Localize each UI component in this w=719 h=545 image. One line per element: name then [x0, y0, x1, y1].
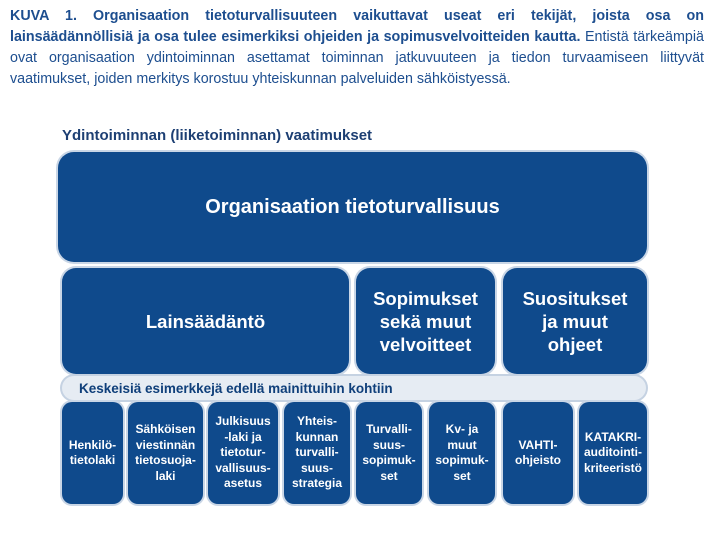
box-publicity-act	[208, 402, 278, 504]
box-international-agreements	[429, 402, 495, 504]
box-vahti-guidelines-label: VAHTI- ohjeisto	[514, 437, 561, 467]
box-vahti-guidelines	[503, 402, 573, 504]
figure-caption	[10, 6, 704, 90]
box-electronic-communications-act-label: Sähköisen viestinnän tietosuoja- laki	[135, 422, 196, 483]
box-recommendations	[503, 268, 647, 374]
examples-bar-label: Keskeisiä esimerkkejä edellä mainittuihin kohtiin	[79, 380, 393, 396]
box-organisation-security	[58, 152, 647, 262]
examples-bar	[62, 376, 646, 400]
box-recommendations-label: Suositukset ja muut ohjeet	[522, 287, 628, 355]
box-agreements	[356, 268, 495, 374]
box-security-strategy-label: Yhteis- kunnan turvalli- suus- strategia	[291, 414, 343, 491]
box-personal-data-act	[62, 402, 123, 504]
box-agreements-label: Sopimukset sekä muut velvoitteet	[373, 287, 478, 355]
box-security-strategy	[284, 402, 350, 504]
box-legislation	[62, 268, 349, 374]
box-personal-data-act-label: Henkilö- tietolaki	[68, 437, 117, 467]
box-publicity-act-label: Julkisuus -laki ja tietotur- vallisuus- asetus	[215, 414, 271, 491]
box-security-agreements-label: Turvalli- suus- sopimuk- set	[362, 422, 416, 483]
box-international-agreements-label: Kv- ja muut sopimuk- set	[435, 422, 489, 483]
caption-body: Entistä tärkeämpiä ovat organisaation ydintoiminnan asettamat toiminnan jatkuvuuteen ja tiedon turvaamiseen liittyvät vaatimukset, joiden merkitys korostuu yhteiskunnan palveluiden sähköistyessä.	[10, 29, 704, 87]
box-organisation-security-label: Organisaation tietoturvallisuus	[205, 195, 500, 218]
section-title: Ydintoiminnan (liiketoiminnan) vaatimukset	[62, 127, 373, 144]
box-electronic-communications-act	[128, 402, 203, 504]
box-katakri-criteria	[579, 402, 647, 504]
box-security-agreements	[356, 402, 422, 504]
box-legislation-label: Lainsäädäntö	[145, 310, 266, 332]
box-katakri-criteria-label: KATAKRI- auditointi- kriteeristö	[583, 429, 643, 475]
caption-lead: KUVA 1. Organisaation tietoturvallisuuteen vaikuttavat useat eri tekijät, joista osa on lainsäädännöllisiä ja osa tulee esimerkiksi ohjeiden ja sopimusvelvoitteiden kautta.	[10, 8, 704, 45]
